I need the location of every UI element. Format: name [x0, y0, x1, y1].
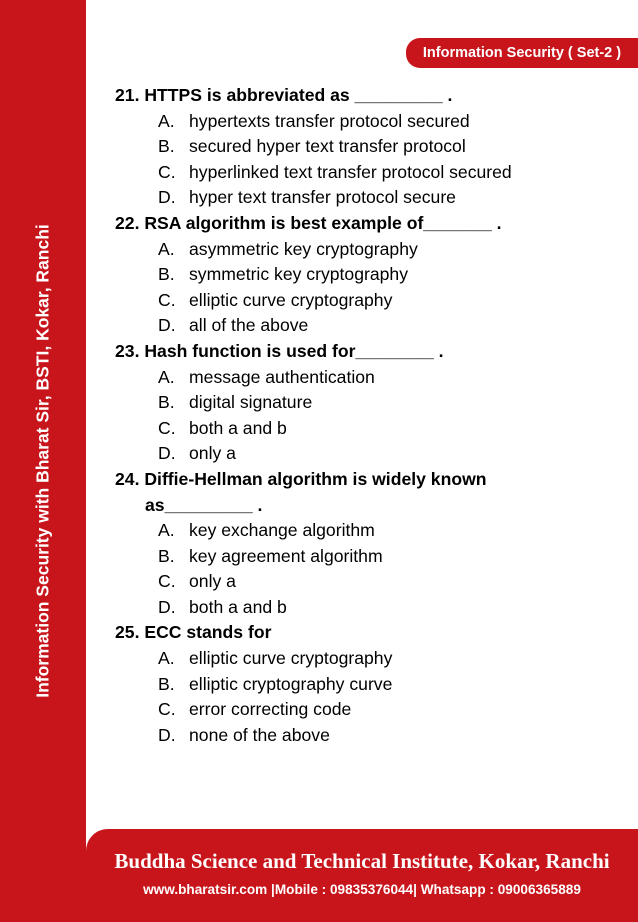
option-letter: B. [158, 545, 175, 566]
sidebar-banner [0, 0, 86, 922]
option-text: symmetric key cryptography [189, 264, 409, 285]
question-title: 21. HTTPS is abbreviated as _________ . [115, 85, 453, 105]
option-text: key exchange algorithm [189, 520, 375, 541]
option-text: none of the above [189, 724, 330, 745]
option-letter: D. [158, 315, 176, 336]
option-text: elliptic curve cryptography [189, 289, 393, 310]
option-d [115, 313, 630, 339]
question-22 [115, 211, 630, 339]
question-title: 23. Hash function is used for________ . [115, 340, 444, 361]
option-letter: B. [158, 264, 175, 285]
option-letter: C. [158, 699, 176, 720]
option-text: hypertexts transfer protocol secured [189, 110, 470, 131]
question-title-continuation: as_________ . [145, 494, 263, 515]
option-text: only a [189, 443, 236, 464]
option-a [115, 518, 630, 544]
option-text: elliptic cryptography curve [189, 673, 393, 694]
option-c [115, 160, 630, 186]
option-d [115, 595, 630, 621]
option-text: both a and b [189, 596, 287, 617]
question-title: 22. RSA algorithm is best example of_______ . [115, 212, 502, 233]
option-text: hyperlinked text transfer protocol secured [189, 161, 512, 182]
option-b [115, 544, 630, 570]
option-a [115, 109, 630, 135]
option-text: only a [189, 571, 236, 592]
option-a [115, 365, 630, 391]
option-b [115, 672, 630, 698]
option-text: all of the above [189, 315, 309, 336]
option-text: digital signature [189, 392, 313, 413]
option-text: hyper text transfer protocol secure [189, 187, 456, 208]
question-title: 25. ECC stands for [115, 622, 272, 643]
footer-banner [86, 829, 638, 922]
option-letter: B. [158, 673, 175, 694]
option-text: error correcting code [189, 699, 352, 720]
option-letter: A. [158, 110, 175, 131]
option-b [115, 262, 630, 288]
option-b [115, 134, 630, 160]
option-letter: A. [158, 648, 175, 669]
option-text: message authentication [189, 366, 375, 387]
option-text: key agreement algorithm [189, 545, 383, 566]
option-c [115, 697, 630, 723]
option-letter: D. [158, 443, 176, 464]
option-letter: C. [158, 417, 176, 438]
option-text: elliptic curve cryptography [189, 648, 393, 669]
contact-info: www.bharatsir.com |Mobile : 09835376044| Whatsapp : 09006365889 [143, 882, 581, 897]
option-a [115, 237, 630, 263]
option-letter: D. [158, 724, 176, 745]
option-d [115, 185, 630, 211]
option-text: secured hyper text transfer protocol [189, 136, 466, 157]
option-letter: A. [158, 238, 175, 259]
option-letter: D. [158, 596, 176, 617]
option-letter: D. [158, 187, 176, 208]
question-list [115, 83, 630, 748]
option-letter: A. [158, 520, 175, 541]
option-letter: C. [158, 161, 176, 182]
option-letter: A. [158, 366, 175, 387]
option-d [115, 441, 630, 467]
set-title-badge: Information Security ( Set-2 ) [406, 38, 638, 68]
question-23 [115, 339, 630, 467]
option-text: asymmetric key cryptography [189, 238, 418, 259]
institute-name: Buddha Science and Technical Institute, Kokar, Ranchi [114, 849, 610, 873]
question-24 [115, 467, 630, 621]
option-a [115, 646, 630, 672]
option-c [115, 569, 630, 595]
question-25 [115, 620, 630, 748]
option-d [115, 723, 630, 749]
option-letter: C. [158, 571, 176, 592]
question-21 [115, 83, 630, 211]
sidebar-vertical-text: Information Security with Bharat Sir, BSTI, Kokar, Ranchi [32, 224, 53, 698]
option-letter: B. [158, 136, 175, 157]
option-c [115, 288, 630, 314]
option-b [115, 390, 630, 416]
option-text: both a and b [189, 417, 287, 438]
option-letter: C. [158, 289, 176, 310]
option-letter: B. [158, 392, 175, 413]
option-c [115, 416, 630, 442]
question-title: 24. Diffie-Hellman algorithm is widely known [115, 468, 487, 489]
